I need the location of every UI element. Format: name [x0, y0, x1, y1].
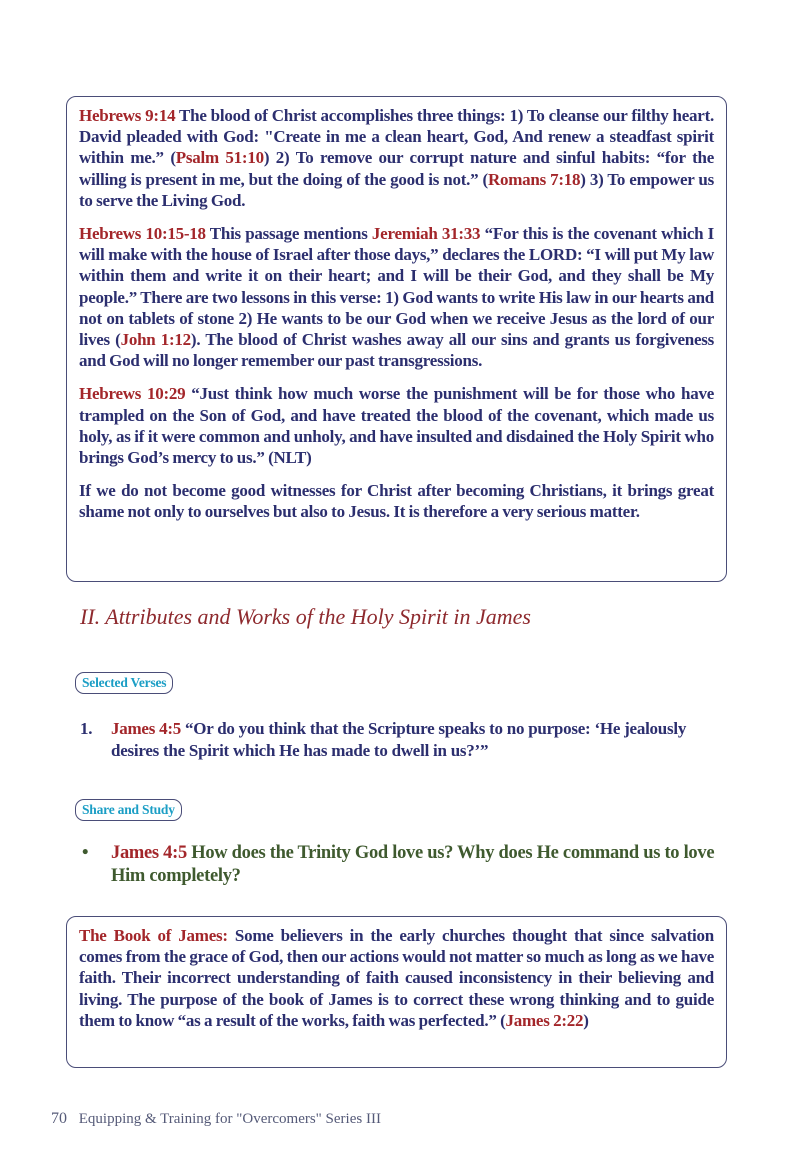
paragraph-text: If we do not become good witnesses for Christ after becoming Christians, it brings great shame not only to ourselves but also to Jesus. It is therefore a very serious matter.: [79, 481, 714, 522]
scripture-reference: James 4:5: [111, 843, 187, 863]
paragraph-hebrews-10-29: [79, 383, 714, 468]
paragraph-hebrews-9-14: [79, 105, 714, 211]
scripture-reference: James 2:22: [505, 1010, 584, 1030]
paragraph-book-of-james: [79, 925, 714, 1031]
question-text: [111, 842, 720, 887]
verse-text: [111, 718, 720, 761]
paragraph-hebrews-10-15: [79, 223, 714, 371]
scripture-reference: Hebrews 10:15-18: [79, 224, 206, 244]
scripture-reference: James 4:5: [111, 719, 181, 738]
study-question-item: [80, 842, 720, 887]
paragraph-text: Some believers in the early churches thought that since salvation comes from the grace of God, then our actions would not matter so much as long as we have faith. Their incorrect understanding of faith caused inconsistency in their believing and living. The purpose of the book of James is to correct these wrong thinking and to guide them to know “as a result of the works, faith was perfected.” (: [79, 926, 714, 1030]
scripture-reference: Romans 7:18: [487, 169, 581, 189]
paragraph-text: The blood of Christ accomplishes three things: 1) To cleanse our filthy heart. David pleaded with God: "Create in me a clean heart, God, And renew a steadfast spirit within me.” (: [79, 106, 715, 168]
scripture-reference: Psalm 51:10: [175, 148, 264, 168]
paragraph-text: “For this is the covenant which I will make with the house of Israel after those days,” declares the LORD: “I will put My law within them and write it on their heart; and I will be their God, and they shall be My people.” There are two lessons in this verse: 1) God wants to write His law in our hearts and not on tablets of stone 2) He wants to be our God when we receive Jesus as the lord of our lives (: [79, 224, 714, 350]
verse-quote: “Or do you think that the Scripture speaks to no purpose: ‘He jealously desires the Spirit which He has made to dwell in us?’”: [111, 719, 687, 760]
question: How does the Trinity God love us? Why does He command us to love Him completely?: [111, 843, 715, 886]
scripture-reference: Jeremiah 31:33: [371, 224, 481, 244]
book-title: Equipping & Training for "Overcomers" Series III: [78, 1111, 381, 1127]
share-and-study-tag: Share and Study: [75, 799, 182, 821]
paragraph-text: ) 3) To empower us to serve the Living God.: [79, 169, 715, 210]
paragraph-text: ): [583, 1010, 589, 1030]
scripture-reference: Hebrews 10:29: [79, 384, 186, 404]
commentary-box-hebrews: [66, 96, 727, 582]
paragraph-text: “Just think how much worse the punishment will be for those who have trampled on the Son of God, and have treated the blood of the covenant, which made us holy, as if it were common and unholy, and have insulted and disdained the Holy Spirit who brings God’s mercy to us.” (NLT): [79, 384, 715, 468]
page-number: 70: [51, 1110, 67, 1127]
paragraph-text: This passage mentions: [205, 224, 372, 244]
scripture-reference: John 1:12: [120, 330, 191, 350]
paragraph-text: ). The blood of Christ washes away all our sins and grants us forgiveness and God will no longer remember our past transgressions.: [79, 330, 714, 371]
scripture-reference: The Book of James:: [79, 926, 228, 945]
item-number: 1.: [80, 719, 93, 738]
bullet-marker: •: [82, 843, 89, 863]
page-footer: [51, 1110, 381, 1128]
section-heading: II. Attributes and Works of the Holy Spirit in James: [80, 604, 531, 629]
paragraph-text: ) 2) To remove our corrupt nature and sinful habits: “for the willing is present in me, but the doing of the good is not.” (: [79, 148, 714, 189]
commentary-box-james: [66, 916, 727, 1068]
scripture-reference: Hebrews 9:14: [79, 106, 176, 125]
paragraph-witness: [79, 480, 714, 522]
numbered-verse-item: [80, 718, 720, 761]
selected-verses-tag: Selected Verses: [75, 672, 173, 694]
